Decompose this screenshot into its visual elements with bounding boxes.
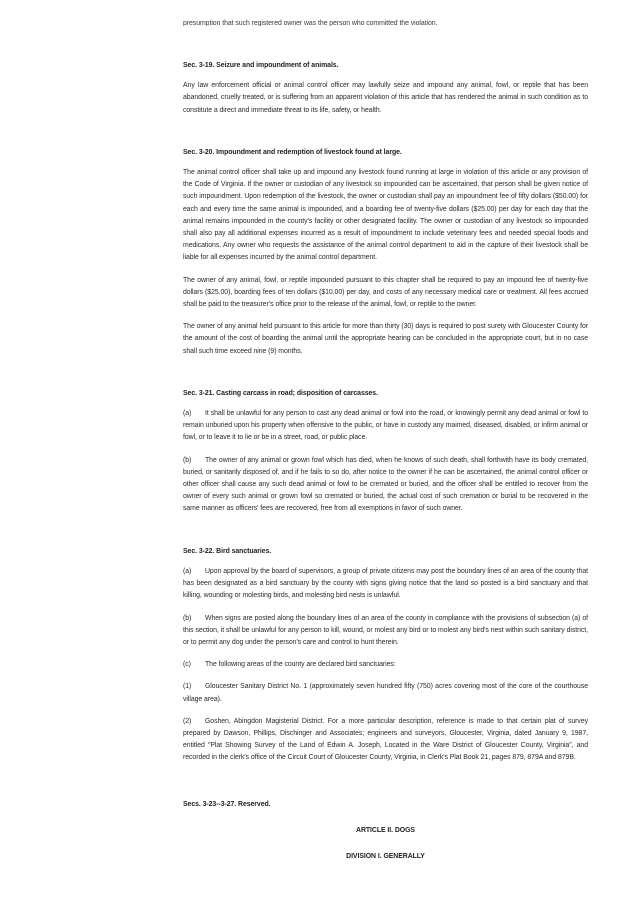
- item-text: When signs are posted along the boundary lines of an area of the county in compliance with the provisions of subsection (a) of this section, it shall be unlawful for any person to kill, wound, or molest any bird or to molest any bird's nest within such sanitary district, or to permit any dog under the person's care and control to hunt therein.: [183, 614, 588, 646]
- item-number: (b): [183, 614, 192, 622]
- paragraph: The animal control officer shall take up and impound any livestock found running at large in violation of this article or any provision of the Code of Virginia. If the owner or custodian of any livestock so impounded can be ascertained, that person shall be given notice of such impoundment. Upon redemption of the livestock, the owner or custodian shall pay an impoundment fee of fifty dollars ($50.00) for each and every time the same animal is impounded, and a boarding fee of twenty-five dollars ($25.00) per day for each day that the animal remains impounded in the county's facility or other designated facility. The owner or custodian of any livestock so impounded shall also pay all additional expenses incurred as a result of impoundment to include veterinary fees and needed special foods and medications. Any owner who requests the assistance of the animal control department to aid in the capture of their livestock shall be liable for all expenses incurred by the animal control department.: [183, 169, 588, 262]
- paragraph-item: [183, 716, 588, 765]
- item-number: (a): [183, 410, 192, 418]
- item-text: The owner of any animal or grown fowl which has died, when he knows of such death, shall forthwith have its body cremated, buried, or sanitarily disposed of, and if he fails to so do, after notice to the owner if he can be ascertained, the animal control officer or other officer shall cause any such dead animal or fowl to be cremated or buried, and the officer shall be entitled to recover from the owner of every such animal or grown fowl so cremated or buried, the actual cost of such cremation or burial to be recovered in the same manner as officers' fees are recovered, free from all exemptions in favor of such owner.: [183, 456, 588, 513]
- section-heading-3-21: Sec. 3-21. Casting carcass in road; disposition of carcasses.: [183, 389, 378, 397]
- cutoff-line: presumption that such registered owner was the person who committed the violation.: [183, 20, 438, 26]
- item-text: Goshen, Abingdon Magisterial District. For a more particular description, reference is made to that certain plat of survey prepared by Dawson, Phillips, Dischinger and Associates; engineers and surveyors, Gloucester, Virginia, dated January 9, 1987, entitled "Plat Showing Survey of the Land of Edwin A. Joseph, Located in the Ware District of Gloucester County, Virginia", and recorded in the clerk's office of the Circuit Court of Gloucester County, Virginia, in Clerk's Plat Book 21, pages 879, 879A and 879B.: [183, 717, 588, 762]
- paragraph-item: [183, 455, 588, 516]
- section-heading-3-20: Sec. 3-20. Impoundment and redemption of livestock found at large.: [183, 148, 402, 156]
- document-page: [183, 22, 588, 863]
- paragraph: The owner of any animal, fowl, or reptile impounded pursuant to this chapter shall be required to pay an impound fee of twenty-five dollars ($25.00), boarding fees of ten dollars ($10.00) per day, and costs of any necessary medical care or treatment. All fees accrued shall be paid to the treasurer's office prior to the release of the animal, fowl, or reptile to the owner.: [183, 276, 588, 309]
- section-heading-3-22: Sec. 3-22. Bird sanctuaries.: [183, 547, 272, 555]
- section-heading-3-19: Sec. 3-19. Seizure and impoundment of animals.: [183, 62, 339, 69]
- article-heading: ARTICLE II. DOGS: [356, 826, 415, 834]
- item-text: It shall be unlawful for any person to cast any dead animal or fowl into the road, or knowingly permit any dead animal or fowl to remain unburied upon his property when offensive to the public, or have in custody any maimed, diseased, disabled, or infirm animal or fowl, or to leave it to lie or be in a street, road, or public place.: [183, 410, 588, 442]
- item-number: (a): [183, 567, 192, 575]
- paragraph-item: [183, 408, 588, 445]
- paragraph: Any law enforcement official or animal control officer may lawfully seize and impound any animal, fowl, or reptile that has been abandoned, cruelly treated, or is suffering from an apparent violation of this article that has rendered the animal in such condition as to constitute a direct and immediate threat to its life, safety, or health.: [183, 82, 588, 114]
- paragraph: The owner of any animal held pursuant to this article for more than thirty (30) days is required to post surety with Gloucester County for the amount of the cost of boarding the animal until the appropriate hearing can be concluded in the appropriate court, but in no case shall such time exceed nine (9) months.: [183, 323, 588, 355]
- item-text: Upon approval by the board of supervisors, a group of private citizens may post the boundary lines of an area of the county that has been designated as a bird sanctuary by the county with signs giving notice that the land so posted is a bird sanctuary and that killing, wounding or molesting birds, and molesting bird nests is unlawful.: [183, 567, 588, 600]
- paragraph-item: [183, 659, 588, 671]
- paragraph-item: [183, 613, 588, 650]
- item-number: (1): [183, 683, 192, 691]
- item-number: (c): [183, 661, 191, 669]
- paragraph-item: [183, 566, 588, 603]
- item-text: Gloucester Sanitary District No. 1 (approximately seven hundred fifty (750) acres covering most of the core of the courthouse village area).: [183, 683, 588, 703]
- item-number: (b): [183, 456, 192, 464]
- section-heading-reserved: Secs. 3-23--3-27. Reserved.: [183, 800, 271, 808]
- item-text: The following areas of the county are declared bird sanctuaries:: [205, 661, 396, 669]
- paragraph-item: [183, 681, 588, 705]
- item-number: (2): [183, 717, 192, 725]
- division-heading: DIVISION I. GENERALLY: [346, 852, 425, 860]
